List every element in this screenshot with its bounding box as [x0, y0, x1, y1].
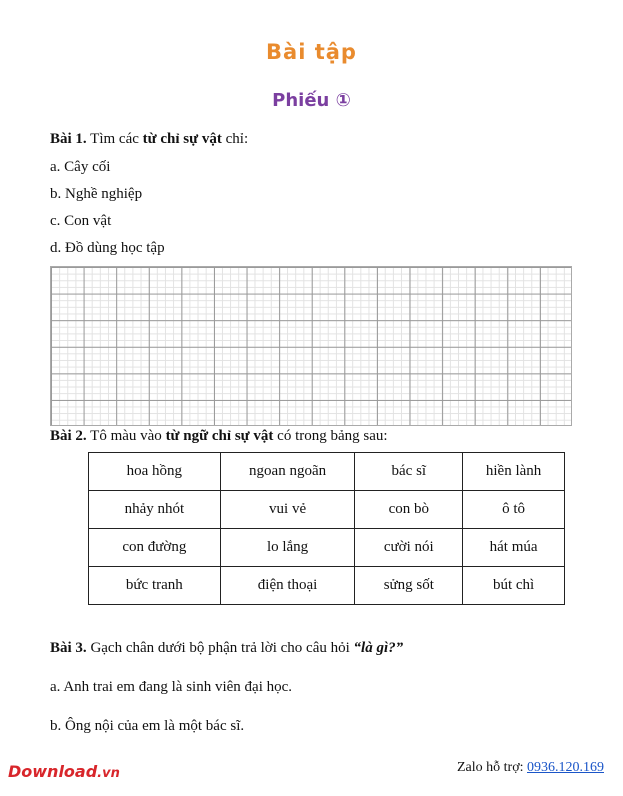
page-title: Bài tập: [266, 40, 357, 64]
exercise-2-label: Bài 2.: [50, 428, 87, 444]
word-cell[interactable]: bác sĩ: [355, 453, 463, 491]
logo-main-text: Download: [8, 762, 98, 781]
exercise-2-keyword: từ ngữ chỉ sự vật: [165, 428, 274, 444]
exercise-3-label: Bài 3.: [50, 640, 87, 656]
word-cell[interactable]: sửng sốt: [355, 567, 463, 605]
word-cell[interactable]: hoa hồng: [89, 453, 221, 491]
table-row: [89, 491, 565, 529]
writing-grid[interactable]: [50, 266, 572, 426]
support-contact: [457, 760, 604, 776]
exercise-2-text-a: Tô màu vào: [86, 428, 166, 444]
word-cell[interactable]: hiền lành: [463, 453, 565, 491]
exercise-1-item: d. Đồ dùng học tập: [50, 240, 165, 256]
word-table: [88, 452, 565, 605]
exercise-1-item: a. Cây cối: [50, 159, 111, 175]
download-vn-logo[interactable]: [8, 762, 120, 781]
exercise-1-text-a: Tìm các: [86, 131, 143, 147]
word-cell[interactable]: bức tranh: [89, 567, 221, 605]
exercise-2-prompt: [50, 428, 388, 445]
exercise-1-item: c. Con vật: [50, 213, 112, 229]
support-phone-link[interactable]: 0936.120.169: [527, 760, 604, 775]
exercise-1-text-b: chỉ:: [221, 131, 249, 147]
exercise-1-item: b. Nghề nghiệp: [50, 186, 143, 202]
exercise-3-prompt: [50, 640, 403, 657]
word-cell[interactable]: con đường: [89, 529, 221, 567]
worksheet-number: Phiếu ①: [272, 90, 351, 111]
exercise-3-sentence: b. Ông nội của em là một bác sĩ.: [50, 718, 245, 734]
logo-domain-text: .vn: [97, 766, 120, 781]
exercise-3-question: “là gì?”: [353, 640, 404, 656]
exercise-1-keyword: từ chỉ sự vật: [142, 131, 222, 147]
word-cell[interactable]: lo lắng: [220, 529, 355, 567]
word-cell[interactable]: cười nói: [355, 529, 463, 567]
exercise-1-prompt: [50, 131, 248, 148]
word-cell[interactable]: bút chì: [463, 567, 565, 605]
table-row: [89, 453, 565, 491]
table-row: [89, 567, 565, 605]
word-cell[interactable]: điện thoại: [220, 567, 355, 605]
word-cell[interactable]: nhảy nhót: [89, 491, 221, 529]
exercise-1-label: Bài 1.: [50, 131, 87, 147]
word-cell[interactable]: ô tô: [463, 491, 565, 529]
support-label: Zalo hỗ trợ:: [457, 760, 527, 775]
exercise-2-text-b: có trong bảng sau:: [273, 428, 388, 444]
word-cell[interactable]: vui vẻ: [220, 491, 355, 529]
word-cell[interactable]: con bò: [355, 491, 463, 529]
exercise-3-sentence: a. Anh trai em đang là sinh viên đại học.: [50, 679, 293, 695]
exercise-3-text: Gạch chân dưới bộ phận trả lời cho câu hỏi: [86, 640, 354, 656]
table-row: [89, 529, 565, 567]
word-cell[interactable]: ngoan ngoãn: [220, 453, 355, 491]
word-cell[interactable]: hát múa: [463, 529, 565, 567]
